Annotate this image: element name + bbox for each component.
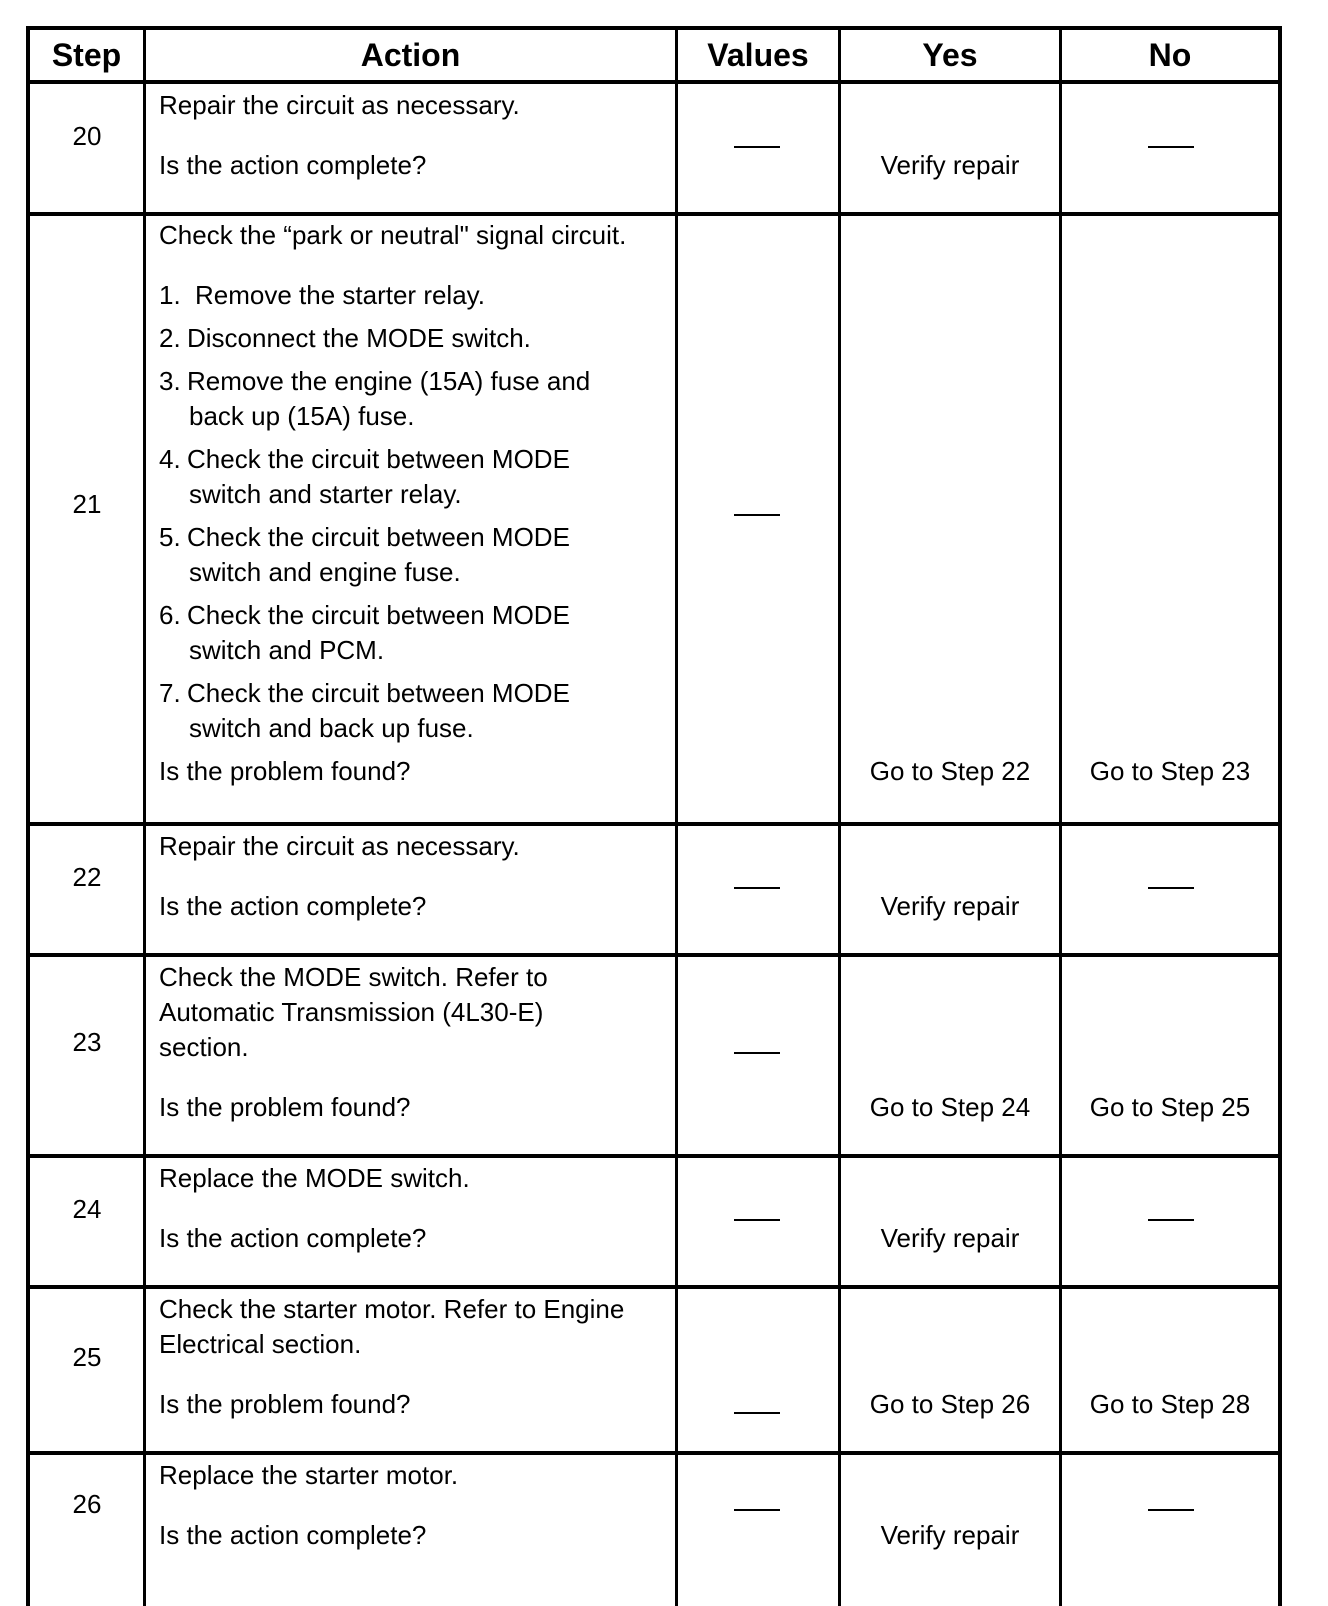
substep-item: 3. Remove the engine (15A) fuse and (159, 366, 591, 396)
action-text: Check the starter motor. Refer to Engine (159, 1294, 625, 1324)
action-question: Is the action complete? (159, 1520, 427, 1550)
substep-item: 2. Disconnect the MODE switch. (159, 323, 531, 353)
col-divider (675, 26, 678, 1606)
action-text: Replace the MODE switch. (159, 1163, 470, 1193)
step-number: 26 (72, 1489, 102, 1519)
header-action: Action (360, 37, 461, 73)
header-step: Step (51, 37, 122, 73)
no-result: Go to Step 23 (1089, 756, 1251, 786)
action-text: section. (159, 1032, 249, 1062)
step-number: 22 (72, 862, 102, 892)
values-empty-dash (734, 1509, 780, 1511)
yes-result: Verify repair (880, 1223, 1020, 1253)
table-border-left (26, 26, 30, 1606)
yes-result: Go to Step 22 (869, 756, 1031, 786)
substep-item: 5. Check the circuit between MODE (159, 522, 570, 552)
action-question: Is the problem found? (159, 756, 411, 786)
row-divider (26, 1451, 1282, 1455)
row-divider (26, 212, 1282, 216)
no-result: Go to Step 25 (1089, 1092, 1251, 1122)
step-number: 25 (72, 1342, 102, 1372)
row-divider (26, 1285, 1282, 1289)
action-text: Repair the circuit as necessary. (159, 831, 520, 861)
substep-continuation: back up (15A) fuse. (189, 401, 415, 431)
no-empty-dash (1148, 1509, 1194, 1511)
action-question: Is the action complete? (159, 1223, 427, 1253)
header-no: No (1148, 37, 1192, 73)
row-divider (26, 953, 1282, 957)
yes-result: Go to Step 26 (869, 1389, 1031, 1419)
no-empty-dash (1148, 146, 1194, 148)
values-empty-dash (734, 514, 780, 516)
action-text: Repair the circuit as necessary. (159, 90, 520, 120)
values-empty-dash (734, 146, 780, 148)
yes-result: Verify repair (880, 1520, 1020, 1550)
step-number: 21 (72, 489, 102, 519)
substep-continuation: switch and starter relay. (189, 479, 462, 509)
substep-item: 6. Check the circuit between MODE (159, 600, 570, 630)
values-empty-dash (734, 1052, 780, 1054)
action-question: Is the problem found? (159, 1092, 411, 1122)
row-divider (26, 822, 1282, 826)
no-result: Go to Step 28 (1089, 1389, 1251, 1419)
action-question: Is the action complete? (159, 891, 427, 921)
substep-item: 4. Check the circuit between MODE (159, 444, 570, 474)
row-divider (26, 1154, 1282, 1158)
step-number: 23 (72, 1027, 102, 1057)
table-border-right (1278, 26, 1282, 1606)
step-number: 24 (72, 1194, 102, 1224)
header-values: Values (707, 37, 809, 73)
action-text: Automatic Transmission (4L30-E) (159, 997, 544, 1027)
yes-result: Verify repair (880, 150, 1020, 180)
step-number: 20 (72, 121, 102, 151)
action-question: Is the action complete? (159, 150, 427, 180)
no-empty-dash (1148, 887, 1194, 889)
substep-continuation: switch and PCM. (189, 635, 385, 665)
substep-item: 1. Remove the starter relay. (159, 280, 485, 310)
action-text: Check the MODE switch. Refer to (159, 962, 548, 992)
action-text: Electrical section. (159, 1329, 362, 1359)
substep-item: 7. Check the circuit between MODE (159, 678, 570, 708)
no-empty-dash (1148, 1219, 1194, 1221)
action-text: Check the “park or neutral" signal circuit. (159, 220, 627, 250)
col-divider (838, 26, 841, 1606)
action-question: Is the problem found? (159, 1389, 411, 1419)
col-divider (1059, 26, 1062, 1606)
col-divider (143, 26, 146, 1606)
action-text: Replace the starter motor. (159, 1460, 459, 1490)
values-empty-dash (734, 1219, 780, 1221)
values-empty-dash (734, 1412, 780, 1414)
substep-continuation: switch and back up fuse. (189, 713, 474, 743)
yes-result: Go to Step 24 (869, 1092, 1031, 1122)
header-yes: Yes (922, 37, 978, 73)
substep-continuation: switch and engine fuse. (189, 557, 461, 587)
yes-result: Verify repair (880, 891, 1020, 921)
values-empty-dash (734, 887, 780, 889)
